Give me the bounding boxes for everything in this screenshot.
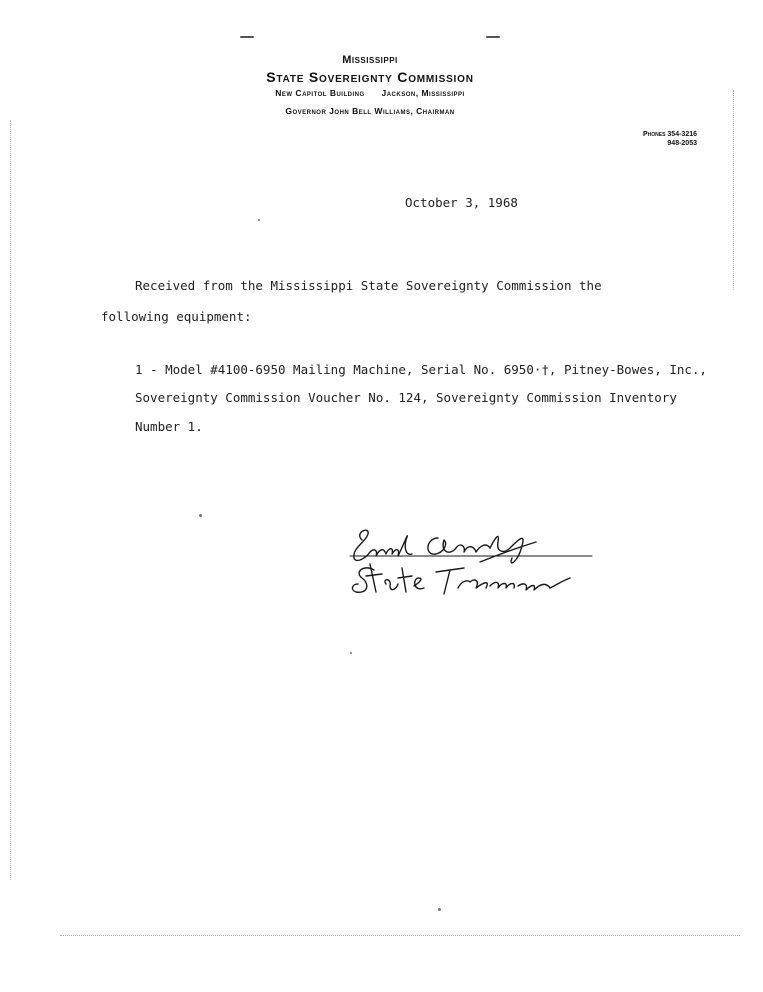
phones-line-1: Phones 354-3216 <box>643 131 697 138</box>
letter-date: October 3, 1968 <box>405 195 518 210</box>
scan-right-margin-dots <box>733 90 734 290</box>
equipment-item-line-1: 1 - Model #4100-6950 Mailing Machine, Serial No. 6950·†, Pitney-Bowes, Inc., <box>135 362 707 377</box>
letterhead-state: Mississippi <box>342 54 398 66</box>
body-paragraph-line-1: Received from the Mississippi State Sovereignty Commission the <box>135 278 602 293</box>
scan-left-margin-dots <box>10 120 11 880</box>
handwritten-signature <box>340 518 600 612</box>
equipment-item-line-2: Sovereignty Commission Voucher No. 124, Sovereignty Commission Inventory <box>135 390 677 405</box>
scan-bottom-dotted-line <box>60 935 740 936</box>
scan-mark-left <box>240 36 254 38</box>
letterhead-address <box>0 88 740 98</box>
letterhead-city: Jackson, Mississippi <box>381 88 465 98</box>
scan-speck <box>350 652 352 654</box>
scan-speck <box>438 908 441 911</box>
letterhead-governor: Governor John Bell Williams, Chairman <box>285 106 455 116</box>
scan-mark-right <box>486 36 500 38</box>
body-paragraph-line-2: following equipment: <box>101 309 252 324</box>
scan-speck <box>258 219 260 221</box>
letterhead-building: New Capitol Building <box>275 88 365 98</box>
equipment-item-line-3: Number 1. <box>135 419 203 434</box>
letterhead-commission-name: State Sovereignty Commission <box>266 69 474 85</box>
scan-speck <box>199 514 202 517</box>
phones-line-2: 948-2053 <box>667 140 697 147</box>
letterhead-phones <box>643 130 697 148</box>
signature-ink <box>340 518 600 608</box>
